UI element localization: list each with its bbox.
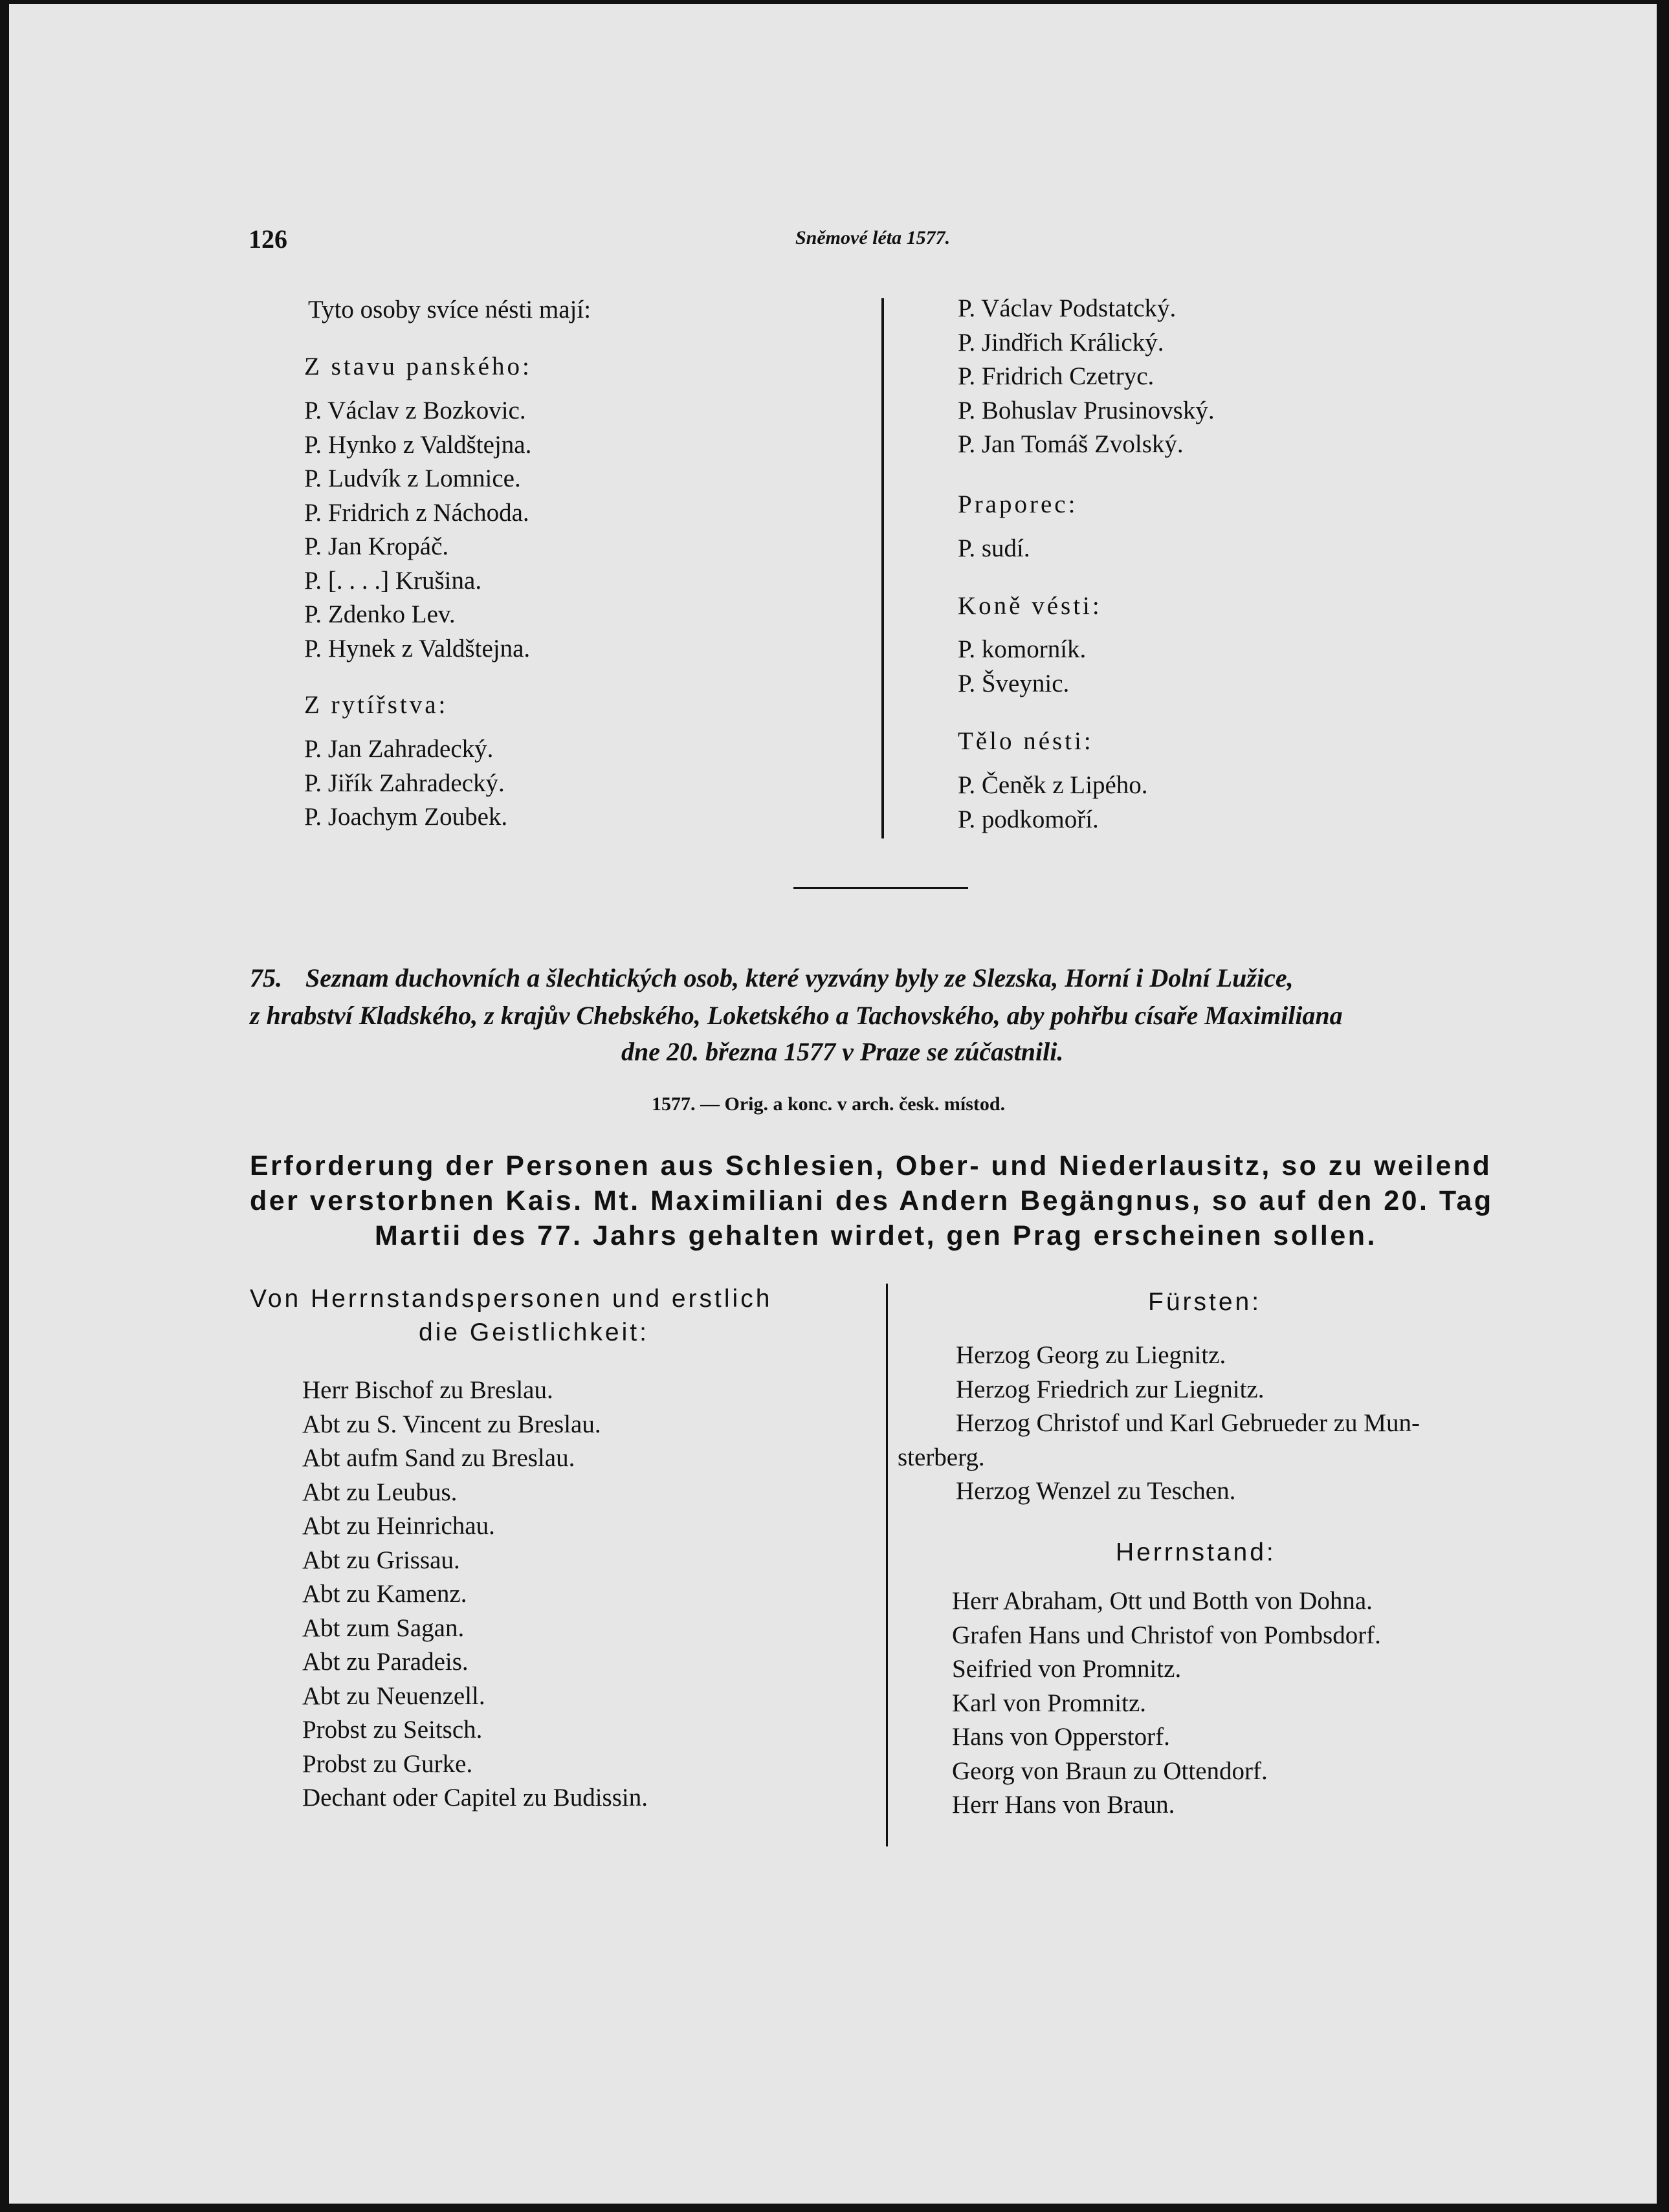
heading-panstvo: Z stavu panského: <box>304 353 532 380</box>
list-panstvo <box>304 394 531 666</box>
list-item: P. Fridrich Czetryc. <box>958 362 1155 390</box>
list-item: Probst zu Gurke. <box>302 1749 473 1778</box>
column-divider <box>881 298 884 838</box>
list-item: Georg von Braun zu Ottendorf. <box>952 1757 1268 1785</box>
list-item: Abt zum Sagan. <box>302 1614 465 1642</box>
heading-fuersten: Fürsten: <box>1148 1288 1262 1316</box>
list-item: P. Šveynic. <box>958 669 1070 697</box>
list-item: Abt zu Heinrichau. <box>302 1512 495 1540</box>
list-item: P. Jindřich Králický. <box>958 328 1164 356</box>
list-fuersten <box>898 1339 1420 1509</box>
list-item: Abt zu Grissau. <box>302 1546 460 1574</box>
heading-praporec: Praporec: <box>958 490 1078 518</box>
geistlichkeit-heading-line1: Von Herrnstandspersonen und erstlich <box>250 1285 773 1313</box>
document-title-line3: dne 20. března 1577 v Praze se zúčastnili. <box>621 1037 1064 1066</box>
scanned-page <box>9 4 1657 2204</box>
german-title-line2: der verstorbnen Kais. Mt. Maximiliani des Andern Begängnus, so auf den 20. Tag <box>250 1185 1494 1216</box>
list-item: P. Hynek z Valdštejna. <box>304 634 531 663</box>
list-item: P. Jan Tomáš Zvolský. <box>958 430 1184 458</box>
heading-herrnstand: Herrnstand: <box>1116 1539 1276 1566</box>
list-item: Abt zu S. Vincent zu Breslau. <box>302 1410 601 1438</box>
candles-intro: Tyto osoby svíce nésti mají: <box>308 296 591 323</box>
list-item: Herr Bischof zu Breslau. <box>302 1376 553 1404</box>
list-item: P. Jiřík Zahradecký. <box>304 769 505 797</box>
list-item: Abt zu Kamenz. <box>302 1580 467 1608</box>
list-geistlichkeit <box>302 1374 648 1815</box>
page-number: 126 <box>249 224 287 254</box>
list-item: Abt zu Paradeis. <box>302 1648 469 1676</box>
list-item: Herr Abraham, Ott und Botth von Dohna. <box>952 1587 1373 1615</box>
list-item: P. Zdenko Lev. <box>304 600 456 628</box>
column-divider <box>886 1284 888 1846</box>
heading-kone: Koně vésti: <box>958 592 1102 620</box>
list-item: Abt zu Neuenzell. <box>302 1681 485 1710</box>
german-title-line3: Martii des 77. Jahrs gehalten wirdet, gen Prag erscheinen sollen. <box>375 1220 1377 1251</box>
list-item: P. Jan Zahradecký. <box>304 735 494 763</box>
list-item: Seifried von Promnitz. <box>952 1655 1182 1683</box>
list-item: Hans von Opperstorf. <box>952 1723 1170 1751</box>
list-praporec <box>958 532 1030 566</box>
list-item: Grafen Hans und Christof von Pombsdorf. <box>952 1621 1381 1649</box>
source-note: 1577. — Orig. a konc. v arch. česk. místod. <box>652 1093 1006 1115</box>
list-kone <box>958 633 1086 701</box>
list-item: P. Bohuslav Prusinovský. <box>958 396 1215 424</box>
list-item: Karl von Promnitz. <box>952 1689 1147 1717</box>
list-item: P. [. . . .] Krušina. <box>304 566 482 595</box>
document-title-line1: Seznam duchovních a šlechtických osob, které vyzvány byly ze Slezska, Horní i Dolní Lužice, <box>305 963 1294 992</box>
list-item: Abt zu Leubus. <box>302 1478 458 1506</box>
german-title-line1: Erforderung der Personen aus Schlesien, Ober- und Niederlausitz, so zu weilend <box>250 1150 1492 1181</box>
list-item: Herzog Wenzel zu Teschen. <box>956 1477 1236 1505</box>
geistlichkeit-heading-line2: die Geistlichkeit: <box>419 1319 649 1346</box>
list-item: Herzog Georg zu Liegnitz. <box>956 1341 1226 1369</box>
list-item: sterberg. <box>898 1443 985 1471</box>
list-item: P. Václav z Bozkovic. <box>304 397 526 424</box>
list-item: Abt aufm Sand zu Breslau. <box>302 1444 575 1472</box>
list-candles-continued <box>958 292 1215 462</box>
heading-rytirstvo: Z rytířstva: <box>304 691 448 719</box>
list-item: P. Čeněk z Lipého. <box>958 771 1148 799</box>
list-item: P. Hynko z Valdštejna. <box>304 430 532 459</box>
list-item: Probst zu Seitsch. <box>302 1716 483 1744</box>
heading-telo: Tělo nésti: <box>958 727 1094 755</box>
list-item: P. Ludvík z Lomnice. <box>304 465 521 492</box>
running-title: Sněmové léta 1577. <box>795 227 951 248</box>
list-item: P. podkomoří. <box>958 805 1099 833</box>
document-number: 75. <box>250 963 282 992</box>
list-telo <box>958 769 1148 837</box>
list-item: Herr Hans von Braun. <box>952 1791 1175 1819</box>
list-item: Herzog Friedrich zur Liegnitz. <box>956 1375 1265 1403</box>
list-item: Herzog Christof und Karl Gebrueder zu Mun- <box>956 1409 1420 1437</box>
list-rytirstvo <box>304 732 507 835</box>
list-herrnstand <box>952 1584 1381 1823</box>
list-item: P. Fridrich z Náchoda. <box>304 498 529 527</box>
document-title-line2: z hrabství Kladského, z krajův Chebského, Loketského a Tachovského, aby pohřbu císaře Maximiliana <box>250 1001 1343 1030</box>
list-item: P. Jan Kropáč. <box>304 532 449 560</box>
list-item: P. Václav Podstatcký. <box>958 294 1177 322</box>
list-item: Dechant oder Capitel zu Budissin. <box>302 1784 648 1812</box>
list-item: P. sudí. <box>958 534 1030 562</box>
list-item: P. Joachym Zoubek. <box>304 803 508 831</box>
list-item: P. komorník. <box>958 635 1087 663</box>
section-separator <box>793 887 968 889</box>
